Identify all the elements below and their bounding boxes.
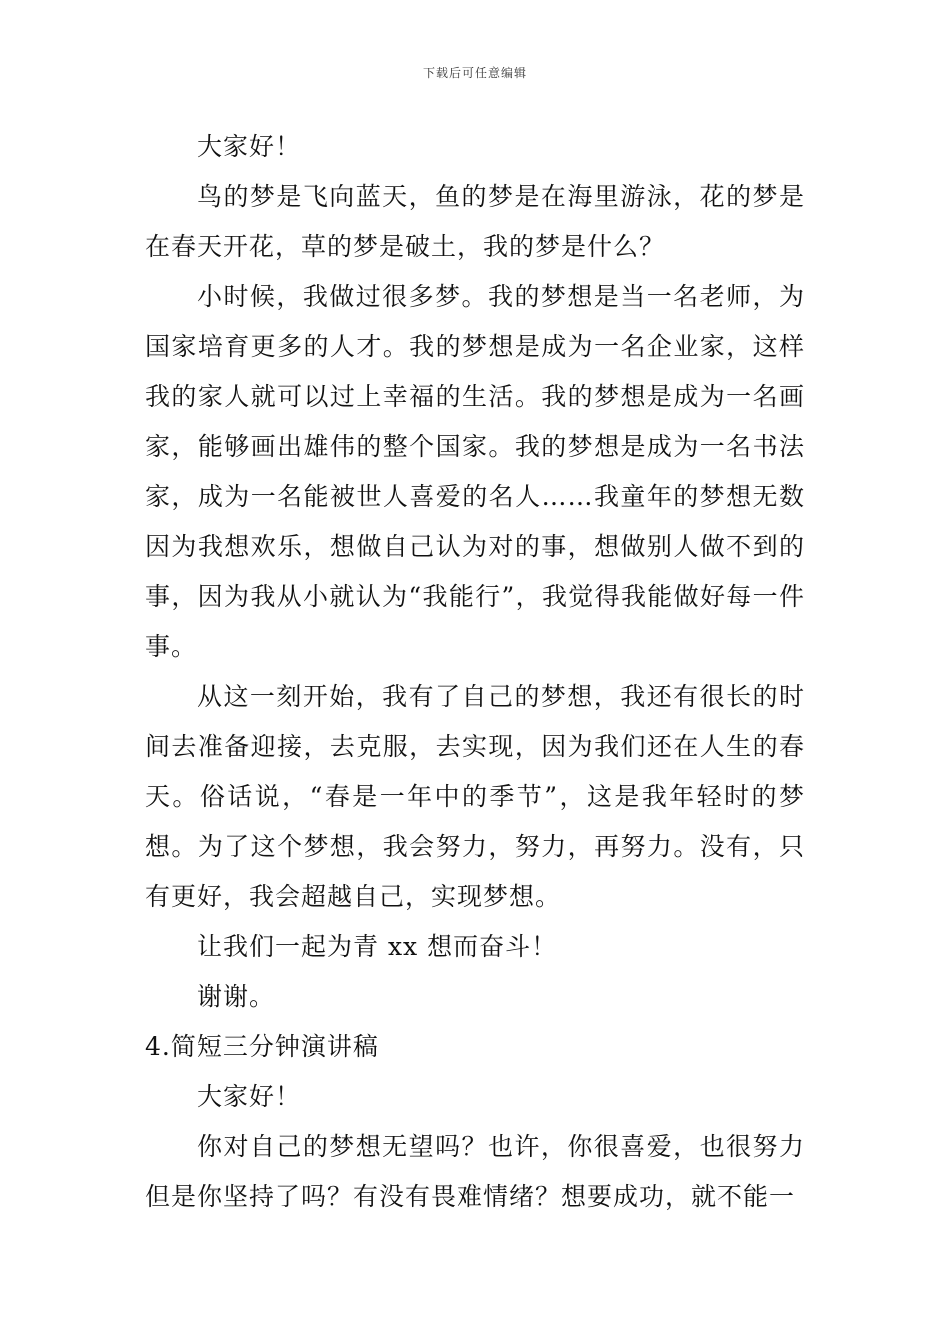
paragraph-call-to-action: 让我们一起为青 xx 想而奋斗！ (197, 932, 558, 961)
paragraph-childhood-dreams: 小时候，我做过很多梦。我的梦想是当一名老师，为国家培育更多的人才。我的梦想是成为一名企业家，这样我的家人就可以过上幸福的生活。我的梦想是成为一名画家，能够画出雄伟的整个国家。我的梦想是成为一名书法家，成为一名能被世人喜爱的名人……我童年的梦想无数因为我想欢乐，想做自己认为对的事，想做别人做不到的事，因为我从小就认为“我能行”，我觉得我能做好每一件事。 (145, 282, 805, 661)
section-paragraph-greeting: 大家好！ (197, 1082, 302, 1111)
section-heading: 4.简短三分钟演讲稿 (145, 1032, 379, 1061)
paragraph-commitment: 从这一刻开始，我有了自己的梦想，我还有很长的时间去准备迎接，去克服，去实现，因为我们还在人生的春天。俗话说，“春是一年中的季节”，这是我年轻时的梦想。为了这个梦想，我会努力，努力，再努力。没有，只有更好，我会超越自己，实现梦想。 (145, 682, 805, 911)
paragraph-dreams-nature: 鸟的梦是飞向蓝天，鱼的梦是在海里游泳，花的梦是在春天开花，草的梦是破土，我的梦是什么？ (145, 182, 805, 261)
paragraph-thanks: 谢谢。 (197, 982, 276, 1011)
section-paragraph-question: 你对自己的梦想无望吗？也许，你很喜爱，也很努力但是你坚持了吗？有没有畏难情绪？想要成功，就不能一 (145, 1132, 805, 1211)
document-body (145, 122, 805, 1222)
page-header: 下载后可任意编辑 (422, 66, 527, 80)
paragraph-greeting: 大家好！ (197, 132, 302, 161)
